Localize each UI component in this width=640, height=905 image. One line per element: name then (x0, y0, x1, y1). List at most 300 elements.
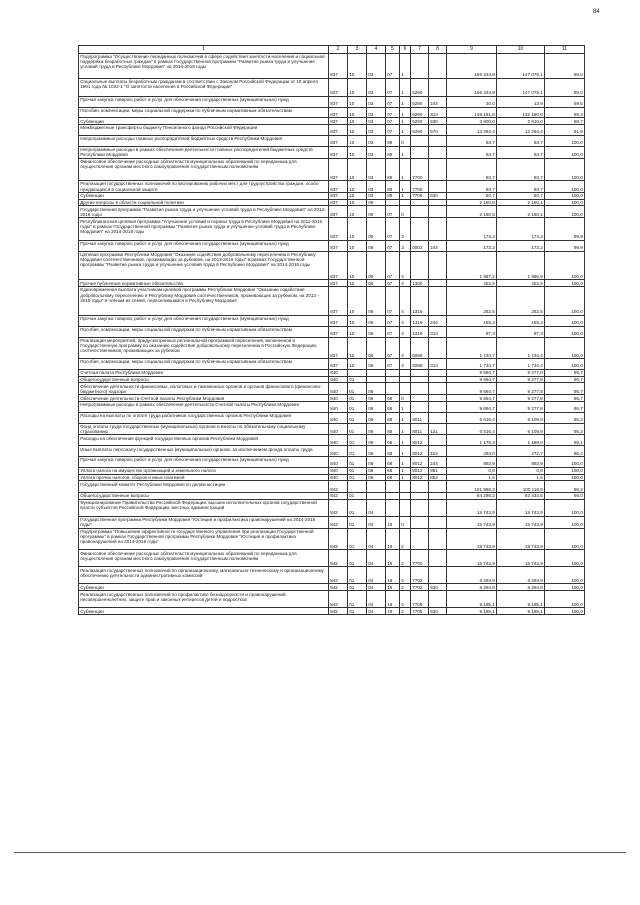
row-target-code: 7702 (411, 567, 429, 584)
row-expense-type-code (429, 287, 447, 316)
table-row (79, 158, 585, 181)
row-executed-amount: 82 434,5 (497, 493, 545, 500)
row-executed-amount: 9 277,8 (497, 383, 545, 395)
row-execution-percent: 100,0 (545, 457, 585, 468)
row-program-code: 07 (386, 107, 400, 118)
row-target-code: 5086 (411, 359, 429, 370)
row-target-code: 1319 (411, 326, 429, 337)
table-row (79, 206, 585, 218)
row-execution-percent: 89,0 (545, 53, 585, 78)
row-executed-amount: 15 743,9 (497, 499, 545, 516)
row-ministry-code: 842 (329, 591, 348, 608)
row-planned-amount: 15 743,9 (447, 528, 497, 550)
row-target-code (411, 135, 429, 146)
row-subprogram-code: 2 (400, 567, 411, 584)
row-subsection-code: 06 (367, 199, 386, 206)
row-program-code: 19 (386, 591, 400, 608)
row-target-code (411, 376, 429, 383)
row-subsection-code: 03 (367, 78, 386, 96)
table-row (79, 359, 585, 370)
row-subprogram-code: 1 (400, 125, 411, 136)
row-target-code (411, 516, 429, 528)
row-expense-type-code (429, 383, 447, 395)
row-program-code: 07 (386, 78, 400, 96)
row-name: Непрограммные расходы в рамках обеспечения деятельности главных распорядителей бюджетных средств Республики Мордовия (79, 146, 329, 158)
table-row (79, 401, 585, 412)
row-target-code: 5086 (411, 337, 429, 359)
row-section-code: 10 (348, 158, 367, 181)
table-row (79, 591, 585, 608)
row-subprogram-code: 1 (400, 78, 411, 96)
row-execution-percent: 99,9 (545, 218, 585, 241)
row-program-code (386, 369, 400, 376)
row-section-code: 10 (348, 125, 367, 136)
row-ministry-code: 837 (329, 146, 348, 158)
row-target-code: 5290 (411, 96, 429, 107)
row-name: Функционирование Правительства Российской Федерации, высших исполнительных органов государственной власти субъектов Российской Федерации, местных администраций (79, 499, 329, 516)
row-subsection-code (367, 481, 386, 493)
row-subprogram-code: 4 (400, 337, 411, 359)
row-subprogram-code (400, 369, 411, 376)
row-planned-amount: 9 694,7 (447, 395, 497, 402)
row-name: Единовременная выплата участникам целевой программы Республики Мордовия "Оказание содействия добровольному переселению в Республику Мордовия соотечественников, проживающих за рубежом, на 2013 - 2015 годы" и членам их семей, переселившимся в Республику Мордовия (79, 287, 329, 316)
row-target-code: 8012 (411, 474, 429, 481)
row-subprogram-code: 0 (400, 516, 411, 528)
table-row (79, 528, 585, 550)
row-executed-amount: 1,6 (497, 474, 545, 481)
row-target-code: 1319 (411, 315, 429, 326)
row-subsection-code: 03 (367, 192, 386, 199)
row-name: Обеспечение деятельности Счетной палаты Республики Мордовия (79, 395, 329, 402)
column-header: 4 (367, 46, 386, 54)
row-expense-type-code (429, 528, 447, 550)
row-planned-amount: 6 616,4 (447, 412, 497, 423)
row-subsection-code: 06 (367, 446, 386, 457)
row-name: Другие вопросы в области социальной политики (79, 199, 329, 206)
row-name: Реализация государственных полномочий по профилактике безнадзорности и правонарушений несовершеннолетних, защите прав и законных интересов детей и подростков (79, 591, 329, 608)
row-executed-amount: 0,8 (497, 467, 545, 474)
row-target-code: 7705 (411, 608, 429, 615)
row-execution-percent: 100,0 (545, 135, 585, 146)
row-program-code (386, 499, 400, 516)
table-row (79, 467, 585, 474)
row-subprogram-code (400, 199, 411, 206)
row-name: Республиканская целевая программа "Улучшение условий и охраны труда в Республике Мордовия на 2011-2015 годы" в рамках Государственной программы "Развитие рынка труда и улучшение условий труда в Республике Мордовия" на 2014-2018 годы (79, 218, 329, 241)
row-expense-type-code (429, 337, 447, 359)
row-planned-amount: 2 160,5 (447, 206, 497, 218)
table-row (79, 499, 585, 516)
table-row (79, 516, 585, 528)
row-section-code: 01 (348, 528, 367, 550)
row-name: Пособия, компенсации, меры социальной поддержки по публичным нормативным обязательствам (79, 107, 329, 118)
row-name: Пособия, компенсации, меры социальной поддержки по публичным нормативным обязательствам (79, 359, 329, 370)
row-name: Субвенции (79, 584, 329, 591)
row-section-code: 01 (348, 376, 367, 383)
row-subprogram-code: 4 (400, 359, 411, 370)
row-planned-amount: 892,9 (447, 457, 497, 468)
row-section-code: 10 (348, 315, 367, 326)
row-execution-percent: 100,0 (545, 315, 585, 326)
row-ministry-code: 840 (329, 401, 348, 412)
row-name: Межбюджетные трансферты бюджету Пенсионного фонда Российской Федерации (79, 125, 329, 136)
row-expense-type-code (429, 395, 447, 402)
row-program-code: 68 (386, 401, 400, 412)
row-executed-amount: 6 109,8 (497, 423, 545, 435)
row-executed-amount: 15 743,9 (497, 528, 545, 550)
budget-table (78, 45, 585, 615)
table-row (79, 326, 585, 337)
row-execution-percent: 100,0 (545, 359, 585, 370)
row-program-code: 89 (386, 181, 400, 193)
row-planned-amount: 173,3 (447, 218, 497, 241)
table-row (79, 608, 585, 615)
row-expense-type-code (429, 481, 447, 493)
row-subprogram-code: 1 (400, 118, 411, 125)
row-expense-type-code: 313 (429, 359, 447, 370)
row-section-code: 01 (348, 591, 367, 608)
table-row (79, 567, 585, 584)
row-subprogram-code (400, 493, 411, 500)
row-target-code (411, 493, 429, 500)
row-section-code: 10 (348, 326, 367, 337)
row-executed-amount: 1 986,9 (497, 251, 545, 280)
row-program-code: 89 (386, 192, 400, 199)
row-executed-amount: 15 743,9 (497, 516, 545, 528)
row-section-code: 01 (348, 550, 367, 567)
row-section-code (348, 369, 367, 376)
row-ministry-code: 842 (329, 528, 348, 550)
row-expense-type-code: 530 (429, 192, 447, 199)
table-row (79, 96, 585, 107)
row-subprogram-code: 1 (400, 423, 411, 435)
row-section-code: 10 (348, 218, 367, 241)
row-subprogram-code: 1 (400, 457, 411, 468)
table-row (79, 218, 585, 241)
row-ministry-code: 837 (329, 287, 348, 316)
row-expense-type-code: 244 (429, 457, 447, 468)
row-target-code: 7700 (411, 158, 429, 181)
row-subprogram-code: 1 (400, 467, 411, 474)
row-section-code: 01 (348, 383, 367, 395)
row-planned-amount: 9 694,7 (447, 401, 497, 412)
row-subprogram-code: 3 (400, 240, 411, 251)
row-planned-amount: 84 295,2 (447, 493, 497, 500)
row-section-code: 01 (348, 435, 367, 446)
row-section-code: 01 (348, 608, 367, 615)
row-planned-amount: 13 363,4 (447, 125, 497, 136)
table-row (79, 435, 585, 446)
row-execution-percent: 100,0 (545, 287, 585, 316)
row-program-code: 19 (386, 584, 400, 591)
row-planned-amount: 283,0 (447, 446, 497, 457)
row-ministry-code: 842 (329, 493, 348, 500)
row-executed-amount: 6 109,8 (497, 412, 545, 423)
row-planned-amount: 9 694,7 (447, 376, 497, 383)
row-planned-amount: 252,5 (447, 287, 497, 316)
row-expense-type-code (429, 401, 447, 412)
row-subsection-code: 06 (367, 412, 386, 423)
row-subsection-code: 04 (367, 528, 386, 550)
row-expense-type-code (429, 181, 447, 193)
row-subprogram-code: 1 (400, 146, 411, 158)
row-execution-percent: 69,5 (545, 96, 585, 107)
column-header: 7 (411, 46, 429, 54)
row-ministry-code: 837 (329, 240, 348, 251)
table-row (79, 118, 585, 125)
row-name: Финансовое обеспечение расходных обязательств муниципальных образований по переданным для осуществления органам местного самоуправления государственным полномочиям (79, 158, 329, 181)
row-subprogram-code: 0 (400, 206, 411, 218)
column-header: 1 (79, 46, 329, 54)
row-ministry-code: 837 (329, 199, 348, 206)
row-execution-percent: 100,0 (545, 584, 585, 591)
row-subsection-code: 06 (367, 359, 386, 370)
row-subsection-code: 06 (367, 383, 386, 395)
row-executed-amount: 100 116,6 (497, 481, 545, 493)
row-subprogram-code: 1 (400, 192, 411, 199)
row-execution-percent: 98,0 (545, 493, 585, 500)
row-expense-type-code: 313 (429, 326, 447, 337)
row-target-code: 0003 (411, 240, 429, 251)
row-subprogram-code: 1 (400, 435, 411, 446)
table-row (79, 251, 585, 280)
row-execution-percent: 100,0 (545, 337, 585, 359)
row-ministry-code: 837 (329, 78, 348, 96)
row-execution-percent: 99,9 (545, 240, 585, 251)
row-section-code: 01 (348, 423, 367, 435)
row-target-code (411, 499, 429, 516)
table-row (79, 383, 585, 395)
row-subprogram-code: 4 (400, 251, 411, 280)
row-target-code: 7702 (411, 584, 429, 591)
row-planned-amount: 9 694,7 (447, 383, 497, 395)
row-subsection-code: 06 (367, 218, 386, 241)
row-subprogram-code: 0 (400, 135, 411, 146)
row-program-code: 68 (386, 395, 400, 402)
row-subprogram-code: 1 (400, 96, 411, 107)
row-expense-type-code (429, 218, 447, 241)
row-expense-type-code (429, 376, 447, 383)
row-execution-percent: 100,0 (545, 192, 585, 199)
row-name: Пособия, компенсации, меры социальной поддержки по публичным нормативным обязательствам (79, 326, 329, 337)
row-execution-percent: 95,2 (545, 412, 585, 423)
row-name: Финансовое обеспечение расходных обязательств муниципальных образований по переданным для осуществления органам местного самоуправления государственным полномочиям (79, 550, 329, 567)
row-target-code (411, 146, 429, 158)
row-program-code: 68 (386, 457, 400, 468)
row-subsection-code: 04 (367, 591, 386, 608)
row-ministry-code: 840 (329, 369, 348, 376)
row-subsection-code: 03 (367, 158, 386, 181)
row-target-code: 8012 (411, 467, 429, 474)
column-header: 3 (348, 46, 367, 54)
row-name: Государственная программа "Развитие рынка труда и улучшение условий труда в Республике Мордовия" на 2014-2018 годы (79, 206, 329, 218)
row-ministry-code: 837 (329, 125, 348, 136)
row-execution-percent: 100,0 (545, 206, 585, 218)
row-ministry-code: 837 (329, 192, 348, 199)
row-section-code: 10 (348, 251, 367, 280)
table-row (79, 240, 585, 251)
row-target-code: 1300 (411, 280, 429, 287)
row-program-code: 07 (386, 326, 400, 337)
row-subprogram-code: 1 (400, 53, 411, 78)
row-target-code: 5290 (411, 125, 429, 136)
row-expense-type-code (429, 369, 447, 376)
row-subsection-code: 03 (367, 53, 386, 78)
row-name: Социальные выплаты безработным гражданам в соответствии с Законом Российской Федерации от 19 апреля 1991 года № 1032-1 "О занятости населения в Российской Федерации" (79, 78, 329, 96)
row-planned-amount: 93,7 (447, 146, 497, 158)
row-execution-percent: 100,0 (545, 251, 585, 280)
table-row (79, 287, 585, 316)
column-header: 6 (400, 46, 411, 54)
row-planned-amount: 165,2 (447, 315, 497, 326)
row-ministry-code: 837 (329, 53, 348, 78)
row-execution-percent: 100,0 (545, 567, 585, 584)
row-target-code: 8012 (411, 457, 429, 468)
row-section-code: 10 (348, 53, 367, 78)
row-expense-type-code (429, 499, 447, 516)
table-row (79, 584, 585, 591)
row-target-code: 7700 (411, 550, 429, 567)
row-expense-type-code (429, 435, 447, 446)
row-name: Прочая закупка товаров, работ и услуг для обеспечения государственных (муниципальных) нужд (79, 457, 329, 468)
table-row (79, 78, 585, 96)
row-section-code: 01 (348, 474, 367, 481)
row-subsection-code: 06 (367, 251, 386, 280)
row-section-code: 01 (348, 516, 367, 528)
row-program-code: 07 (386, 206, 400, 218)
column-header: 2 (329, 46, 348, 54)
row-subprogram-code: 2 (400, 591, 411, 608)
row-expense-type-code: 530 (429, 118, 447, 125)
row-program-code: 19 (386, 550, 400, 567)
row-executed-amount: 2 160,1 (497, 199, 545, 206)
row-section-code: 10 (348, 181, 367, 193)
row-ministry-code: 837 (329, 118, 348, 125)
row-subprogram-code: 1 (400, 474, 411, 481)
row-target-code (411, 383, 429, 395)
row-target-code: 5290 (411, 78, 429, 96)
row-executed-amount: 147 079,1 (497, 53, 545, 78)
row-name: Расходы на выплаты по оплате труда работников государственных органов Республики Мордовия (79, 412, 329, 423)
row-subsection-code: 06 (367, 401, 386, 412)
row-ministry-code: 840 (329, 412, 348, 423)
table-row (79, 199, 585, 206)
row-planned-amount: 1,6 (447, 474, 497, 481)
row-execution-percent: 95,2 (545, 423, 585, 435)
row-execution-percent: 100,0 (545, 199, 585, 206)
page-number: 84 (593, 9, 600, 15)
row-program-code (386, 493, 400, 500)
row-subsection-code: 06 (367, 435, 386, 446)
row-executed-amount: 93,7 (497, 158, 545, 181)
row-execution-percent: 100,0 (545, 550, 585, 567)
row-execution-percent: 95,7 (545, 401, 585, 412)
row-executed-amount: 87,3 (497, 326, 545, 337)
row-subsection-code: 06 (367, 395, 386, 402)
row-program-code: 89 (386, 158, 400, 181)
row-expense-type-code: 530 (429, 584, 447, 591)
row-name: Непрограммные расходы в рамках обеспечения деятельности Счетной палаты Республики Мордовия (79, 401, 329, 412)
row-execution-percent: 100,0 (545, 528, 585, 550)
row-subprogram-code: 2 (400, 584, 411, 591)
row-section-code: 01 (348, 467, 367, 474)
row-planned-amount: 1 987,2 (447, 251, 497, 280)
row-execution-percent: 95,7 (545, 383, 585, 395)
table-row (79, 446, 585, 457)
row-target-code (411, 395, 429, 402)
table-row (79, 125, 585, 136)
row-subsection-code: 04 (367, 567, 386, 584)
table-row (79, 192, 585, 199)
row-ministry-code: 840 (329, 474, 348, 481)
row-executed-amount: 9 277,8 (497, 395, 545, 402)
table-row (79, 481, 585, 493)
row-executed-amount: 15 743,9 (497, 550, 545, 567)
row-ministry-code: 840 (329, 467, 348, 474)
row-subsection-code: 03 (367, 181, 386, 193)
row-executed-amount: 9 277,8 (497, 401, 545, 412)
row-expense-type-code: 122 (429, 446, 447, 457)
row-ministry-code: 842 (329, 608, 348, 615)
row-section-code: 10 (348, 146, 367, 158)
table-row (79, 550, 585, 567)
row-subsection-code: 03 (367, 96, 386, 107)
row-target-code (411, 218, 429, 241)
row-program-code: 07 (386, 315, 400, 326)
row-subsection-code (367, 493, 386, 500)
row-subsection-code (367, 369, 386, 376)
row-executed-amount: 93,7 (497, 192, 545, 199)
row-section-code: 10 (348, 135, 367, 146)
row-subsection-code: 06 (367, 423, 386, 435)
row-subsection-code: 06 (367, 326, 386, 337)
row-ministry-code: 837 (329, 181, 348, 193)
row-execution-percent: 68,7 (545, 118, 585, 125)
table-row (79, 181, 585, 193)
row-expense-type-code: 244 (429, 96, 447, 107)
row-subprogram-code (400, 481, 411, 493)
row-program-code: 68 (386, 474, 400, 481)
row-ministry-code: 837 (329, 251, 348, 280)
row-executed-amount: 9 185,1 (497, 608, 545, 615)
column-header: 8 (429, 46, 447, 54)
row-planned-amount: 15 743,9 (447, 516, 497, 528)
row-program-code: 07 (386, 359, 400, 370)
row-subsection-code (367, 376, 386, 383)
row-expense-type-code: 851 (429, 467, 447, 474)
row-expense-type-code (429, 550, 447, 567)
row-subprogram-code: 3 (400, 218, 411, 241)
row-subsection-code: 06 (367, 280, 386, 287)
row-name: Иные выплаты персоналу государственных (муниципальных) органов, за исключением фонда оплаты труда (79, 446, 329, 457)
row-subprogram-code: 4 (400, 315, 411, 326)
row-subprogram-code: 2 (400, 550, 411, 567)
row-execution-percent: 100,0 (545, 474, 585, 481)
row-subsection-code: 03 (367, 135, 386, 146)
row-program-code (386, 481, 400, 493)
row-executed-amount: 1 734,4 (497, 337, 545, 359)
row-execution-percent: 100,0 (545, 326, 585, 337)
row-execution-percent: 100,0 (545, 467, 585, 474)
row-planned-amount: 93,7 (447, 181, 497, 193)
row-program-code: 68 (386, 423, 400, 435)
row-expense-type-code: 244 (429, 315, 447, 326)
row-name: Прочая закупка товаров, работ и услуг для обеспечения государственных (муниципальных) нужд (79, 315, 329, 326)
row-program-code: 19 (386, 528, 400, 550)
row-planned-amount: 9 185,1 (447, 591, 497, 608)
table-row (79, 493, 585, 500)
row-subprogram-code (400, 383, 411, 395)
row-execution-percent: 100,0 (545, 591, 585, 608)
